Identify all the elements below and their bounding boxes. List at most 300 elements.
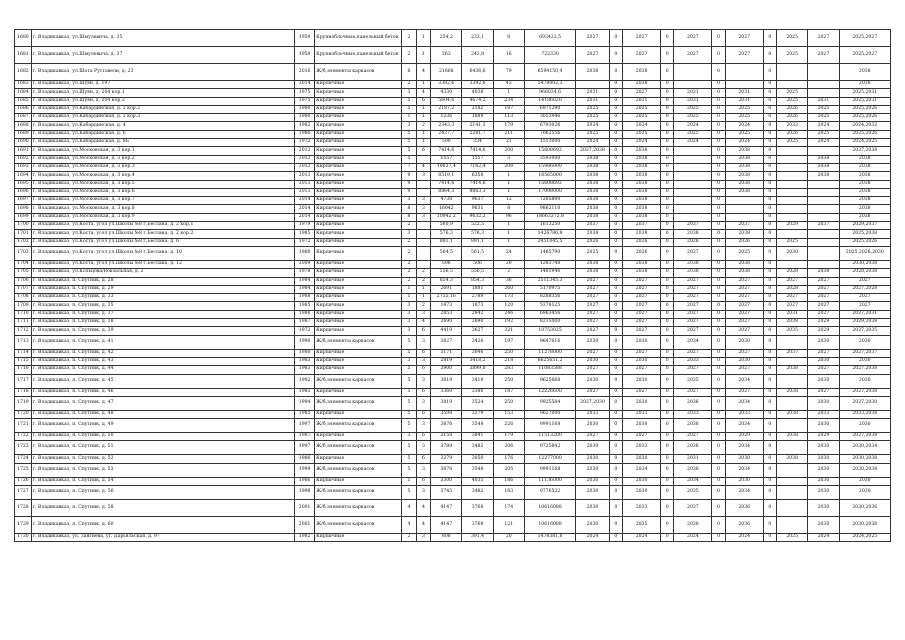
work-year-cell: 2038 [623, 205, 661, 213]
floors-cell: 3 [402, 302, 417, 310]
work-year-cell: 2025 [777, 533, 808, 541]
table-row [15, 396, 891, 410]
zero-value-cell: 0 [712, 477, 725, 485]
wall-material-cell: Кирпичные [315, 122, 402, 130]
repair-year-cell: 2030 [576, 419, 609, 433]
work-year-cell: 2033 [623, 441, 661, 455]
work-year-cell: 2038 [808, 163, 839, 171]
work-year-cell: 2033 [808, 410, 839, 418]
repair-cost-cell: 16565000 [524, 172, 575, 180]
build-year-cell: 2009 [295, 260, 315, 268]
zero-value-cell: 0 [712, 188, 725, 196]
wall-material-cell: Кирпичные [315, 410, 402, 418]
row-number-cell: 1729 [15, 516, 32, 533]
work-year-cell: 2024 [808, 122, 839, 130]
work-year-cell: 2030 [808, 499, 839, 516]
work-year-cell: 2031 [777, 310, 808, 318]
work-year-cell [777, 213, 808, 221]
work-year-cell: 2035 [777, 327, 808, 335]
repair-cost-cell: 8215000 [524, 319, 575, 327]
work-year-cell [674, 205, 712, 213]
work-year-cell [777, 396, 808, 410]
table-row [15, 419, 891, 433]
planned-years-cell: 2038 [839, 64, 890, 81]
zero-value-cell: 0 [763, 122, 776, 130]
wall-material-cell: Кирпичные [315, 139, 402, 147]
total-area-cell: 3827 [431, 335, 462, 349]
work-year-cell [777, 516, 808, 533]
wall-material-cell: Кирпичные [315, 327, 402, 335]
build-year-cell: 1986 [295, 130, 315, 138]
living-area-cell: 3482 [462, 441, 493, 455]
zero-value-cell: 0 [763, 277, 776, 285]
table-row [15, 366, 891, 374]
work-year-cell: 2031 [808, 97, 839, 105]
floors-cell: 3 [402, 319, 417, 327]
planned-years-cell: 2038 [839, 163, 890, 171]
zero-value-cell: 0 [763, 374, 776, 388]
repair-year-cell: 2038 [576, 172, 609, 180]
address-cell: г. Владикавказ, ул.Шувн, д. 204 кор.1 [31, 89, 294, 97]
work-year-cell: 2030 [725, 357, 763, 365]
work-year-cell: 2030 [808, 374, 839, 388]
floors-cell: 5 [402, 130, 417, 138]
work-year-cell: 2027 [623, 349, 661, 357]
row-number-cell: 1689 [15, 130, 32, 138]
wall-material-cell: Ж/б,элементы каркасов [315, 441, 402, 455]
work-year-cell: 2029 [808, 327, 839, 335]
living-area-cell: 854,3 [462, 277, 493, 285]
zero-value-cell: 0 [609, 260, 622, 268]
zero-value-cell: 0 [609, 410, 622, 418]
work-year-cell: 2029 [777, 222, 808, 230]
row-number-cell: 1725 [15, 463, 32, 477]
work-year-cell: 2028 [777, 285, 808, 293]
work-year-cell [808, 230, 839, 238]
repair-year-cell: 2027 [576, 433, 609, 441]
repair-cost-cell: 1478381,8 [524, 533, 575, 541]
zero-value-cell: 0 [609, 246, 622, 260]
zero-value-cell: 0 [712, 410, 725, 418]
zero-value-cell: 0 [661, 105, 674, 113]
repair-year-cell: 2038 [576, 260, 609, 268]
address-cell: г. Владикавказ, ул.Кабардинская, д. 2 кор.3 [31, 114, 294, 122]
row-number-cell: 1691 [15, 147, 32, 155]
work-year-cell: 2038 [623, 197, 661, 205]
work-year-cell: 2034 [725, 419, 763, 433]
work-year-cell: 2027 [777, 277, 808, 285]
build-year-cell: 1983 [295, 366, 315, 374]
entrances-cell: 3 [416, 463, 431, 477]
repair-year-cell: 2027 [576, 294, 609, 302]
work-year-cell: 2025 [725, 105, 763, 113]
zero-value-cell: 0 [609, 533, 622, 541]
zero-value-cell: 0 [609, 114, 622, 122]
floors-cell: 5 [402, 388, 417, 396]
entrances-cell: 1 [416, 285, 431, 293]
zero-value-cell: 0 [661, 81, 674, 89]
work-year-cell: 2024 [725, 139, 763, 147]
repair-year-cell: 2030 [576, 441, 609, 455]
work-year-cell: 2027 [623, 388, 661, 396]
zero-value-cell: 0 [763, 477, 776, 485]
work-year-cell [674, 197, 712, 205]
zero-value-cell: 0 [763, 463, 776, 477]
work-year-cell: 2027 [725, 294, 763, 302]
zero-value-cell: 0 [712, 30, 725, 47]
build-year-cell: 2014 [295, 205, 315, 213]
table-row [15, 180, 891, 188]
address-cell: г. Владикавказ, ул.Московская, д. 3 кор.2 [31, 155, 294, 163]
floors-cell: 5 [402, 441, 417, 455]
work-year-cell: 2034 [725, 441, 763, 455]
repair-year-cell: 2027 [576, 319, 609, 327]
planned-years-cell: 2030 [839, 419, 890, 433]
address-cell: г. Владикавказ, п. Спутник, д. 45 [31, 374, 294, 388]
zero-value-cell: 0 [763, 327, 776, 335]
living-area-cell: 9637 [462, 197, 493, 205]
zero-value-cell: 0 [609, 163, 622, 171]
zero-value-cell: 0 [712, 213, 725, 221]
total-area-cell: 3789 [431, 441, 462, 455]
zero-value-cell: 0 [763, 419, 776, 433]
total-area-cell: 891,1 [431, 238, 462, 246]
residents-cell: 187 [493, 105, 524, 113]
work-year-cell: 2038 [777, 319, 808, 327]
zero-value-cell: 0 [661, 310, 674, 318]
zero-value-cell: 0 [712, 441, 725, 455]
work-year-cell [777, 81, 808, 89]
repair-cost-cell: 722330 [524, 47, 575, 64]
build-year-cell: 1988 [295, 294, 315, 302]
work-year-cell [777, 230, 808, 238]
floors-cell: 3 [402, 327, 417, 335]
build-year-cell: 1992 [295, 374, 315, 388]
work-year-cell: 2038 [808, 172, 839, 180]
work-year-cell: 2030 [623, 485, 661, 499]
work-year-cell: 2027 [674, 277, 712, 285]
repair-year-cell: 2038 [576, 269, 609, 277]
zero-value-cell: 0 [763, 455, 776, 463]
repair-year-cell: 2027,2030 [576, 396, 609, 410]
zero-value-cell: 0 [609, 230, 622, 238]
work-year-cell: 2027 [777, 302, 808, 310]
wall-material-cell: Кирпичные [315, 349, 402, 357]
zero-value-cell: 0 [661, 335, 674, 349]
address-cell: г. Владикавказ, ул. Зангиева, уг. Дарьяльская, д. 97 [31, 533, 294, 541]
zero-value-cell: 0 [712, 294, 725, 302]
work-year-cell: 2038 [808, 155, 839, 163]
repair-cost-cell: 9647616 [524, 335, 575, 349]
work-year-cell: 2030 [808, 455, 839, 463]
zero-value-cell: 0 [763, 310, 776, 318]
address-cell: г. Владикавказ, п. Спутник, д. 58 [31, 499, 294, 516]
total-area-cell: 3900 [431, 366, 462, 374]
zero-value-cell: 0 [661, 366, 674, 374]
living-area-cell: 506 [462, 260, 493, 268]
planned-years-cell: 2038 [839, 188, 890, 196]
living-area-cell: 3768 [462, 516, 493, 533]
repair-cost-cell: 11278000 [524, 349, 575, 357]
work-year-cell [777, 147, 808, 155]
work-year-cell: 2027 [623, 319, 661, 327]
work-year-cell [674, 147, 712, 155]
living-area-cell: 4674,2 [462, 97, 493, 105]
floors-cell: 9 [402, 180, 417, 188]
work-year-cell [777, 205, 808, 213]
work-year-cell: 2027 [623, 366, 661, 374]
living-area-cell: 7414,6 [462, 180, 493, 188]
planned-years-cell: 2038 [839, 81, 890, 89]
entrances-cell: 1 [416, 130, 431, 138]
planned-years-cell: 2030,2036 [839, 499, 890, 516]
wall-material-cell: Ж/б,элементы каркасов [315, 419, 402, 433]
planned-years-cell: 2025,2026 [839, 105, 890, 113]
planned-years-cell: 2030,2034 [839, 463, 890, 477]
repair-year-cell: 2038 [576, 180, 609, 188]
work-year-cell: 2033 [674, 410, 712, 418]
build-year-cell: 2001 [295, 499, 315, 516]
total-area-cell: 3158 [431, 433, 462, 441]
zero-value-cell: 0 [763, 238, 776, 246]
work-year-cell: 2030 [623, 396, 661, 410]
zero-value-cell: 0 [763, 147, 776, 155]
zero-value-cell: 0 [763, 230, 776, 238]
wall-material-cell: Кирпичные [315, 147, 402, 155]
work-year-cell: 2038 [725, 230, 763, 238]
planned-years-cell: 2025,2026,2030 [839, 246, 890, 260]
zero-value-cell: 0 [609, 302, 622, 310]
repair-cost-cell: 6793026 [524, 122, 575, 130]
table-row [15, 516, 891, 533]
work-year-cell: 2025 [777, 97, 808, 105]
wall-material-cell: Кирпичные [315, 477, 402, 485]
entrances-cell [416, 188, 431, 196]
repair-year-cell: 2031 [576, 89, 609, 97]
zero-value-cell: 0 [661, 357, 674, 365]
wall-material-cell: Ж/б,элементы каркасов [315, 485, 402, 499]
entrances-cell: 3 [416, 357, 431, 365]
address-cell: г. Владикавказ, ул.Московская, д. 3 кор.7 [31, 197, 294, 205]
residents-cell: 283 [493, 366, 524, 374]
planned-years-cell: 2038 [839, 172, 890, 180]
work-year-cell: 2024 [725, 533, 763, 541]
work-year-cell [674, 172, 712, 180]
entrances-cell [416, 260, 431, 268]
address-cell: г. Владикавказ, п. Спутник, д. 50 [31, 433, 294, 441]
repair-year-cell: 2030 [576, 455, 609, 463]
table-row [15, 269, 891, 277]
work-year-cell: 2027 [674, 30, 712, 47]
residents-cell: 120 [493, 302, 524, 310]
repair-year-cell: 2024 [576, 533, 609, 541]
table-row [15, 410, 891, 418]
row-number-cell: 1696 [15, 188, 32, 196]
entrances-cell: 3 [416, 485, 431, 499]
zero-value-cell: 0 [712, 374, 725, 388]
zero-value-cell: 0 [712, 499, 725, 516]
zero-value-cell: 0 [712, 357, 725, 365]
total-area-cell: 1557 [431, 155, 462, 163]
zero-value-cell: 0 [609, 477, 622, 485]
planned-years-cell: 2027,2028 [839, 285, 890, 293]
work-year-cell: 2029 [725, 433, 763, 441]
work-year-cell: 2036 [674, 441, 712, 455]
zero-value-cell: 0 [712, 172, 725, 180]
build-year-cell: 1994 [295, 396, 315, 410]
work-year-cell: 2037 [623, 222, 661, 230]
work-year-cell: 2038 [777, 388, 808, 396]
planned-years-cell: 2038 [839, 197, 890, 205]
floors-cell: 4 [402, 516, 417, 533]
zero-value-cell: 0 [609, 105, 622, 113]
row-number-cell: 1728 [15, 499, 32, 516]
zero-value-cell: 0 [712, 419, 725, 433]
entrances-cell: 1 [416, 47, 431, 64]
living-area-cell: 1889 [462, 114, 493, 122]
zero-value-cell: 0 [712, 246, 725, 260]
entrances-cell: 6 [416, 349, 431, 357]
work-year-cell [808, 205, 839, 213]
work-year-cell: 2031 [674, 97, 712, 105]
zero-value-cell: 0 [712, 89, 725, 97]
address-cell: г. Владикавказ, п. Спутник, д. 60 [31, 516, 294, 533]
wall-material-cell: Крупноблочные,панельный бетон [315, 30, 402, 47]
row-number-cell: 1706 [15, 277, 32, 285]
work-year-cell: 2027 [674, 366, 712, 374]
zero-value-cell: 0 [763, 188, 776, 196]
row-number-cell: 1704 [15, 260, 32, 268]
work-year-cell [777, 197, 808, 205]
zero-value-cell: 0 [763, 302, 776, 310]
total-area-cell: 5604,6 [431, 97, 462, 105]
zero-value-cell: 0 [712, 516, 725, 533]
work-year-cell [674, 64, 712, 81]
entrances-cell: 2 [416, 302, 431, 310]
address-cell: г. Владикавказ, п. Спутник, д. 28 [31, 277, 294, 285]
total-area-cell: 4419 [431, 327, 462, 335]
living-area-cell: 3841 [462, 433, 493, 441]
floors-cell: 2 [402, 47, 417, 64]
repair-year-cell: 2030 [576, 335, 609, 349]
entrances-cell: 6 [416, 97, 431, 105]
floors-cell: 1 [402, 114, 417, 122]
repair-cost-cell: 1513000 [524, 139, 575, 147]
work-year-cell [674, 213, 712, 221]
zero-value-cell: 0 [712, 222, 725, 230]
work-year-cell: 2036 [725, 516, 763, 533]
total-area-cell: 3876 [431, 463, 462, 477]
work-year-cell: 2038 [623, 147, 661, 155]
zero-value-cell: 0 [763, 180, 776, 188]
row-number-cell: 1683 [15, 81, 32, 89]
address-cell: г. Владикавказ, ул.Московская, д. 3 кор.3 [31, 163, 294, 171]
residents-cell: 1 [493, 230, 524, 238]
work-year-cell: 2032 [777, 122, 808, 130]
work-year-cell [674, 180, 712, 188]
work-year-cell: 2025 [808, 105, 839, 113]
table-row [15, 163, 891, 171]
living-area-cell: 3392,6 [462, 81, 493, 89]
row-number-cell: 1699 [15, 213, 32, 221]
repair-cost-cell: 15986000 [524, 163, 575, 171]
work-year-cell: 2029 [808, 319, 839, 327]
living-area-cell: 7162,4 [462, 163, 493, 171]
build-year-cell: 1959 [295, 30, 315, 47]
zero-value-cell: 0 [712, 114, 725, 122]
work-year-cell: 2024 [674, 533, 712, 541]
zero-value-cell: 0 [712, 230, 725, 238]
total-area-cell: 3819 [431, 396, 462, 410]
work-year-cell [777, 499, 808, 516]
table-row [15, 310, 891, 318]
work-year-cell: 2038 [777, 366, 808, 374]
address-cell: г. Владикавказ, ул.Кабардинская, д. 2 кор.2 [31, 105, 294, 113]
residents-cell: 173 [493, 294, 524, 302]
living-area-cell: 891,1 [462, 238, 493, 246]
work-year-cell: 2027 [725, 310, 763, 318]
residents-cell: 96 [493, 213, 524, 221]
zero-value-cell: 0 [763, 155, 776, 163]
work-year-cell: 2030 [777, 246, 808, 260]
floors-cell: 3 [402, 357, 417, 365]
build-year-cell: 1985 [295, 302, 315, 310]
row-number-cell: 1719 [15, 396, 32, 410]
row-number-cell: 1695 [15, 180, 32, 188]
zero-value-cell: 0 [763, 260, 776, 268]
zero-value-cell: 0 [712, 205, 725, 213]
zero-value-cell: 0 [661, 410, 674, 418]
row-number-cell: 1697 [15, 197, 32, 205]
table-row [15, 441, 891, 455]
zero-value-cell: 0 [661, 205, 674, 213]
work-year-cell: 2025 [777, 47, 808, 64]
address-cell: г. Владикавказ, ул.Коста, угол ул.Школы №8 г.Беслана, д. 6 [31, 238, 294, 246]
work-year-cell: 2027 [674, 327, 712, 335]
zero-value-cell: 0 [712, 455, 725, 463]
table-row [15, 81, 891, 89]
residents-cell: 321 [493, 327, 524, 335]
work-year-cell: 2034 [674, 335, 712, 349]
work-year-cell: 2025 [674, 114, 712, 122]
planned-years-cell: 2030 [839, 335, 890, 349]
work-year-cell: 2030 [808, 441, 839, 455]
work-year-cell: 2027 [725, 302, 763, 310]
total-area-cell: 8864,3 [431, 188, 462, 196]
residents-cell: 218 [493, 357, 524, 365]
work-year-cell: 2027 [623, 285, 661, 293]
floors-cell: 2 [402, 533, 417, 541]
total-area-cell: 2690 [431, 319, 462, 327]
build-year-cell: 1972 [295, 139, 315, 147]
zero-value-cell: 0 [661, 285, 674, 293]
zero-value-cell: 0 [763, 89, 776, 97]
work-year-cell: 2025 [777, 30, 808, 47]
entrances-cell: 1 [416, 139, 431, 147]
repair-cost-cell: 12277000 [524, 455, 575, 463]
wall-material-cell: Кирпичные [315, 366, 402, 374]
entrances-cell: 3 [416, 396, 431, 410]
repair-cost-cell: 2451045,5 [524, 238, 575, 246]
residents-cell: 1 [493, 180, 524, 188]
work-year-cell: 2030 [808, 516, 839, 533]
floors-cell: 8 [402, 205, 417, 213]
zero-value-cell: 0 [763, 366, 776, 374]
zero-value-cell: 0 [763, 197, 776, 205]
work-year-cell: 2027 [623, 302, 661, 310]
total-area-cell: 4147 [431, 499, 462, 516]
work-year-cell [808, 81, 839, 89]
